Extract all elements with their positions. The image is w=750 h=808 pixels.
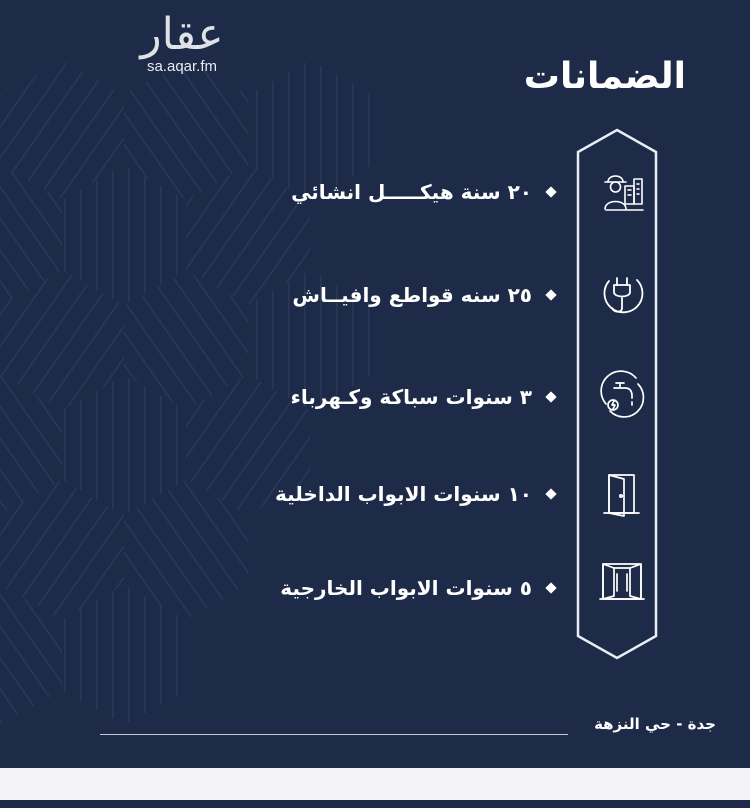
guarantee-text: ٥ سنوات الابواب الخارجية [280, 576, 532, 600]
faucet-electric-icon [594, 366, 650, 422]
guarantee-item-exterior-doors [280, 567, 555, 609]
guarantee-text: ٣ سنوات سباكة وكـهرباء [290, 385, 532, 409]
aqar-logo-text: عقار [140, 9, 224, 60]
guarantee-item-plumbing-electric [291, 376, 555, 418]
electric-plug-icon [594, 264, 650, 320]
location-label: جدة - حي النزهة [594, 715, 716, 733]
section-title: الضمانات [523, 56, 686, 97]
diamond-bullet-icon [545, 582, 556, 593]
aqar-domain-text: sa.aqar.fm [146, 58, 218, 75]
guarantee-text: ٢٥ سنه قواطع وافيــاش [292, 283, 532, 307]
guarantee-text: ١٠ سنوات الابواب الداخلية [274, 482, 532, 506]
guarantee-item-structure [291, 171, 555, 213]
guarantee-text: ٢٠ سنة هيكـــــل انشائي [291, 180, 532, 204]
diamond-bullet-icon [545, 186, 556, 197]
exterior-door-icon [594, 552, 650, 608]
diamond-bullet-icon [545, 391, 556, 402]
engineer-building-icon [594, 164, 650, 220]
diamond-bullet-icon [545, 488, 556, 499]
interior-door-icon [594, 466, 650, 522]
diamond-bullet-icon [545, 289, 556, 300]
guarantee-item-breakers [292, 274, 555, 316]
guarantee-item-interior-doors [275, 473, 555, 515]
bottom-color-bar [0, 800, 750, 808]
aqar-watermark [122, 10, 242, 84]
footer-divider [100, 734, 568, 735]
